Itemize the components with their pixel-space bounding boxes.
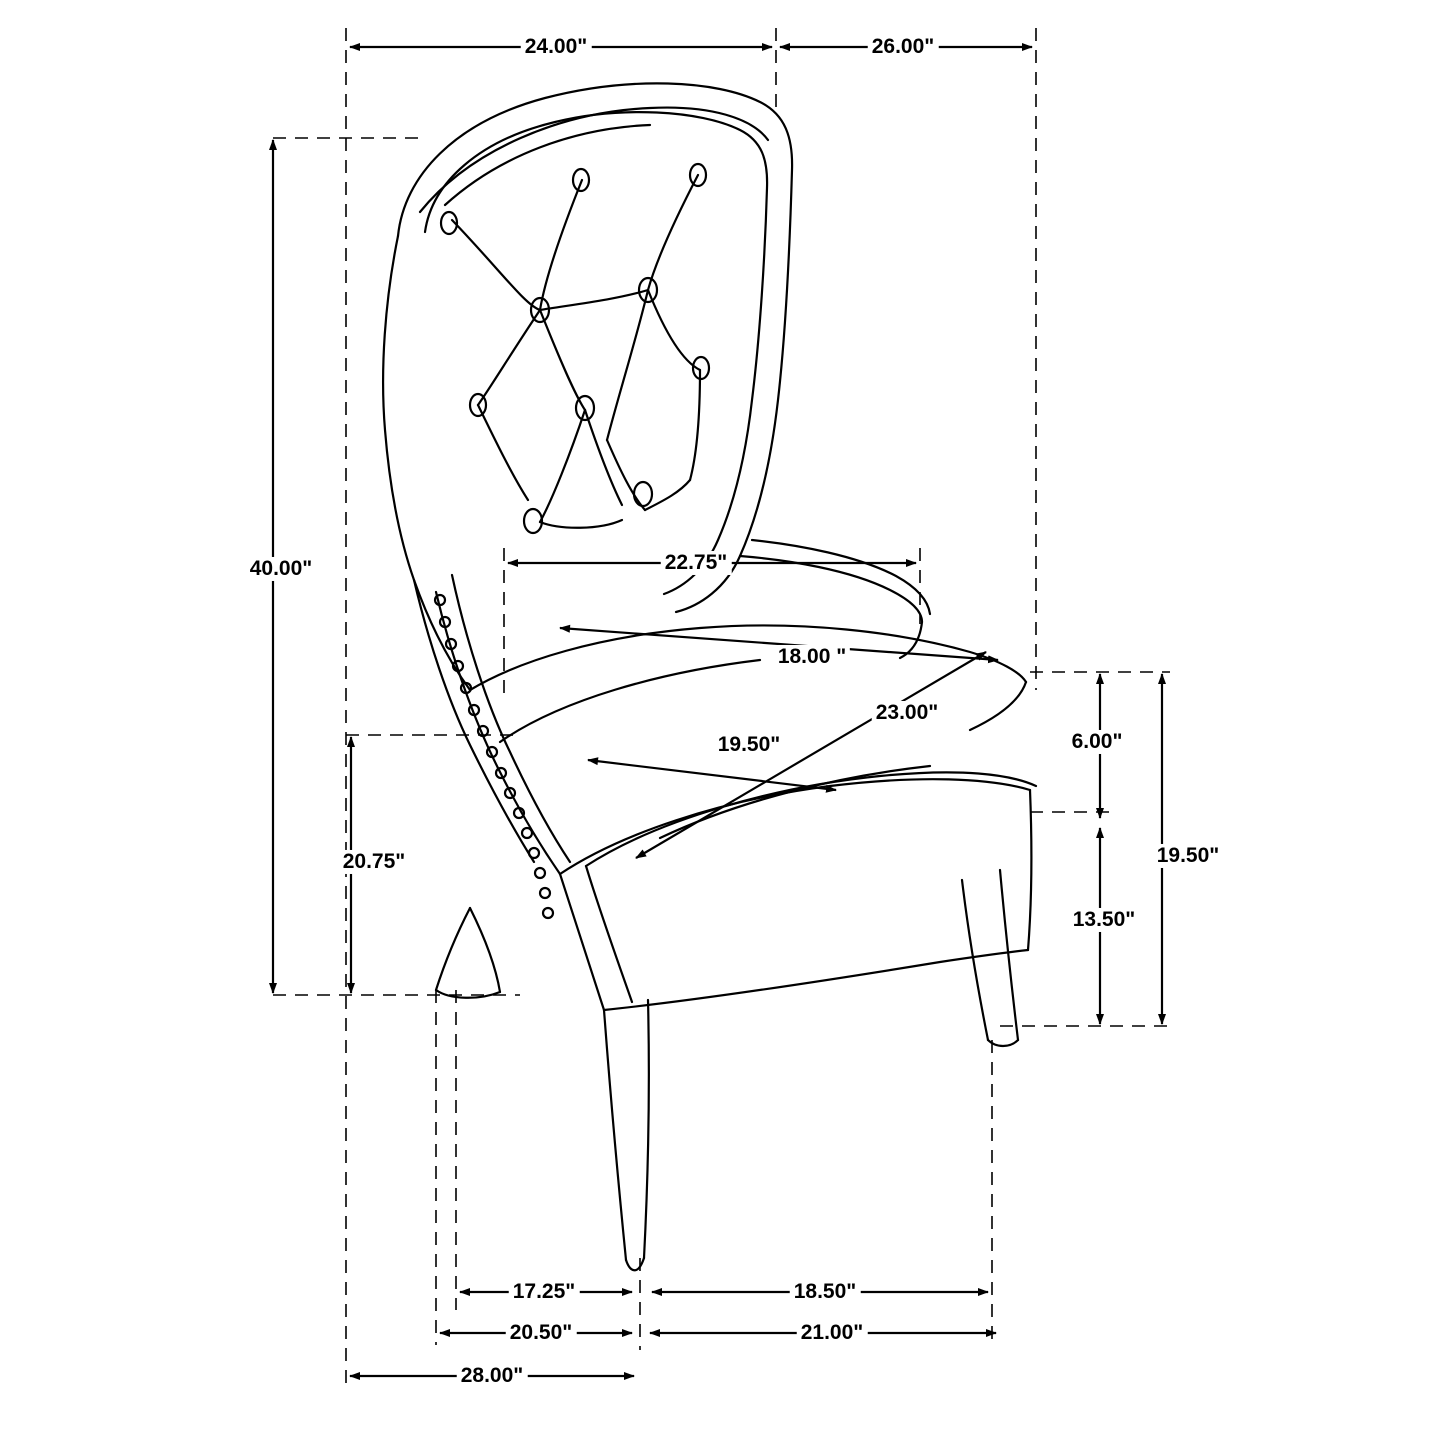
dimension-label-foot-span-right: 18.50"	[790, 1280, 861, 1304]
dimension-label-width-back-right: 26.00"	[868, 35, 939, 59]
dimension-label-arm-height: 20.75"	[339, 850, 410, 874]
dimension-label-overall-height: 40.00"	[246, 557, 317, 581]
dimension-label-seat-height-total: 19.50"	[1153, 844, 1224, 868]
dimension-label-foot-span-left: 17.25"	[509, 1280, 580, 1304]
dimension-arrows	[273, 47, 1162, 1376]
dimension-label-seat-cushion-ht: 6.00"	[1068, 730, 1127, 754]
dimension-label-base-span-left: 20.50"	[506, 1321, 577, 1345]
dimension-label-base-span-right: 21.00"	[797, 1321, 868, 1345]
dimension-label-seat-width-diag: 23.00"	[872, 701, 943, 725]
chair-outline	[383, 83, 1036, 1270]
dimension-label-leg-height: 13.50"	[1069, 908, 1140, 932]
dimension-label-width-back-left: 24.00"	[521, 35, 592, 59]
dimension-label-overall-depth: 28.00"	[457, 1364, 528, 1388]
dimension-label-seat-depth-front: 18.00 "	[774, 645, 850, 669]
extension-lines	[273, 28, 1170, 1390]
dimension-label-seat-diag: 19.50"	[714, 733, 785, 757]
dimension-label-inside-back-width: 22.75"	[661, 551, 732, 575]
